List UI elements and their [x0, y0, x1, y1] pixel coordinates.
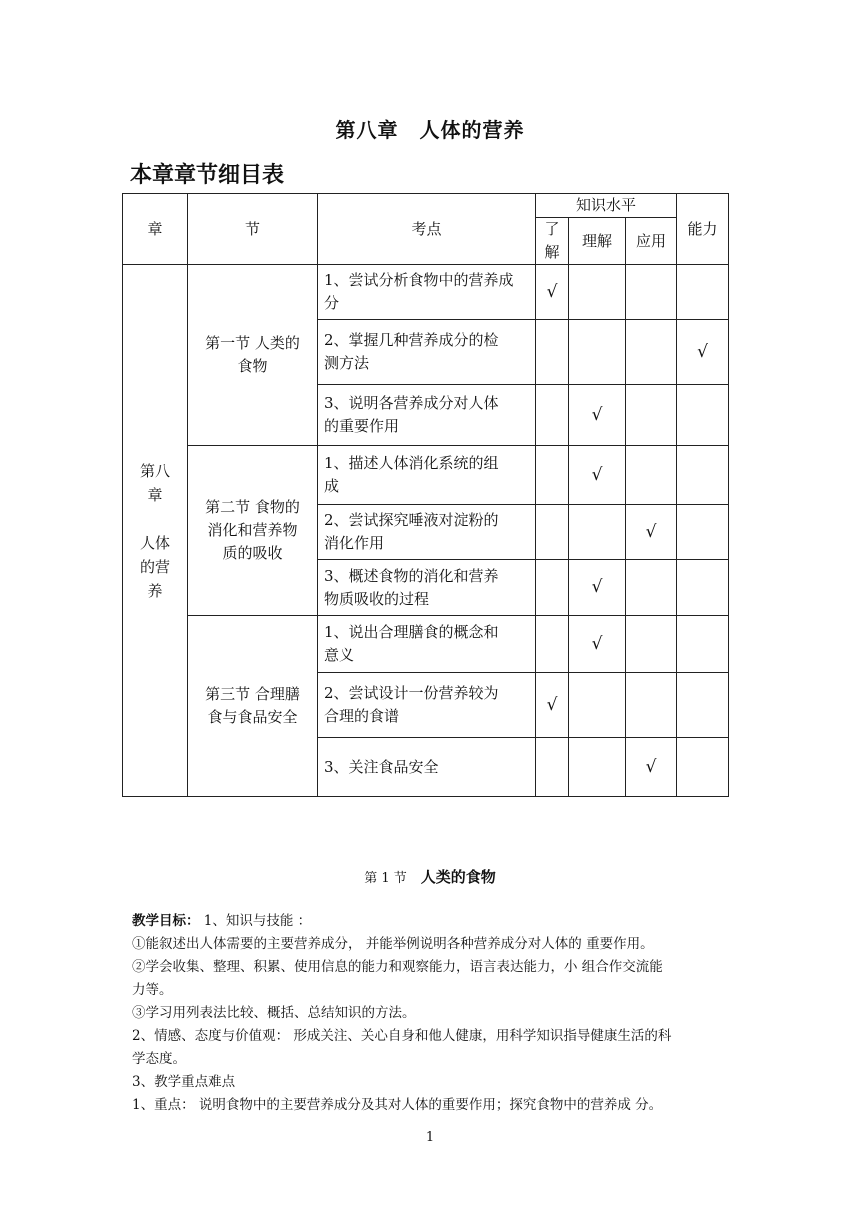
table-heading: 本章章节细目表: [130, 163, 285, 188]
cell-line: 合理的食谱: [324, 707, 400, 725]
mark-apply: [626, 265, 677, 320]
cell-line: 3、说明各营养成分对人体: [324, 394, 499, 412]
mark-understand: [536, 320, 569, 385]
table-row: [123, 446, 729, 505]
table-row: [123, 616, 729, 673]
body-line-text: 学态度。: [132, 1051, 186, 1067]
header-apply: 应用: [626, 218, 677, 265]
header-chapter: 章: [123, 194, 188, 265]
exam-point-cell: [318, 265, 536, 320]
mark-ability: [677, 560, 729, 616]
table-row: [123, 265, 729, 320]
body-line-text: 2、情感、态度与价值观： 形成关注、关心自身和他人健康，用科学知识指导健康生活的科: [132, 1028, 672, 1044]
chapter-title: 第八章 人体的营养: [335, 118, 525, 142]
cell-line: 1、说出合理膳食的概念和: [324, 623, 499, 641]
exam-point-cell: [318, 320, 536, 385]
section-name-cell: [188, 265, 318, 446]
mark-comprehend: √: [569, 446, 626, 505]
cell-line: 的重要作用: [324, 417, 400, 435]
cell-line: 的营: [139, 557, 170, 576]
mark-apply: √: [626, 505, 677, 560]
section-name: 人类的食物: [420, 868, 496, 886]
exam-point-cell: [318, 616, 536, 673]
cell-line: 意义: [324, 646, 355, 664]
header-understand: [536, 218, 569, 265]
mark-apply: [626, 385, 677, 446]
mark-ability: [677, 673, 729, 738]
cell-line: 1、尝试分析食物中的营养成: [324, 271, 514, 289]
section-name-cell: [188, 616, 318, 797]
mark-apply: √: [626, 738, 677, 797]
body-line: [132, 979, 732, 1002]
mark-ability: [677, 505, 729, 560]
mark-ability: [677, 265, 729, 320]
header-section: 节: [188, 194, 318, 265]
exam-point-cell: [318, 560, 536, 616]
exam-point-cell: [318, 505, 536, 560]
exam-point-cell: [318, 738, 536, 797]
cell-line: 食与食品安全: [207, 708, 298, 726]
header-point: 考点: [318, 194, 536, 265]
cell-line: 第一节 人类的: [205, 334, 300, 352]
mark-comprehend: [569, 505, 626, 560]
chapter-cell: [123, 265, 188, 797]
cell-line: 物质吸收的过程: [324, 589, 430, 608]
cell-line: 章: [147, 485, 163, 504]
page-number: 1: [425, 1130, 435, 1145]
cell-line: 第二节 食物的: [205, 498, 300, 516]
cell-line: 2、尝试设计一份营养较为: [324, 684, 499, 702]
header-comprehend: 理解: [569, 218, 626, 265]
section-title: [0, 866, 860, 887]
mark-understand: √: [536, 265, 569, 320]
mark-understand: [536, 446, 569, 505]
body-line: [132, 1071, 732, 1094]
body-line-text: 力等。: [132, 982, 173, 998]
cell-line: 成: [324, 477, 340, 495]
mark-ability: [677, 446, 729, 505]
mark-ability: √: [677, 320, 729, 385]
syllabus-table: [122, 193, 729, 797]
cell-line: 第三节 合理膳: [205, 685, 300, 703]
mark-understand: [536, 616, 569, 673]
mark-ability: [677, 385, 729, 446]
mark-ability: [677, 616, 729, 673]
body-line-text: 3、教学重点难点: [132, 1074, 236, 1090]
header-knowledge-level: 知识水平: [536, 194, 677, 218]
cell-line: 质的吸收: [222, 544, 283, 562]
mark-apply: [626, 560, 677, 616]
body-line-text: ②学会收集、整理、积累、使用信息的能力和观察能力，语言表达能力，小 组合作交流能: [132, 959, 663, 975]
cell-line: 1、描述人体消化系统的组: [324, 454, 499, 472]
cell-line: 食物: [237, 357, 268, 375]
cell-line: 分: [324, 294, 340, 312]
mark-comprehend: [569, 673, 626, 738]
exam-point-cell: [318, 385, 536, 446]
body-line-text: 1、知识与技能 ：: [199, 913, 312, 929]
body-line: [132, 1002, 732, 1025]
mark-comprehend: [569, 265, 626, 320]
cell-line: 养: [147, 581, 163, 600]
body-line: [132, 1094, 732, 1117]
cell-line: 消化作用: [324, 534, 385, 552]
mark-comprehend: [569, 738, 626, 797]
cell-line: 2、尝试探究唾液对淀粉的: [324, 511, 499, 529]
mark-understand: [536, 560, 569, 616]
cell-line: 消化和营养物: [207, 521, 298, 539]
mark-understand: [536, 738, 569, 797]
mark-understand: [536, 505, 569, 560]
cell-line: 了: [544, 220, 560, 238]
cell-line: 第八: [139, 461, 170, 480]
mark-comprehend: √: [569, 560, 626, 616]
mark-comprehend: √: [569, 616, 626, 673]
cell-line: 3、概述食物的消化和营养: [324, 566, 499, 585]
body-line-label: 教学目标：: [132, 913, 200, 929]
body-line-text: ①能叙述出人体需要的主要营养成分， 并能举例说明各种营养成分对人体的 重要作用。: [132, 936, 654, 952]
header-ability: 能力: [677, 194, 729, 265]
body-line: [132, 956, 732, 979]
body-line-text: ③学习用列表法比较、概括、总结知识的方法。: [132, 1005, 416, 1021]
body-line: [132, 910, 732, 933]
exam-point-cell: [318, 446, 536, 505]
mark-apply: [626, 320, 677, 385]
body-line: [132, 1025, 732, 1048]
mark-comprehend: [569, 320, 626, 385]
mark-ability: [677, 738, 729, 797]
exam-point-cell: [318, 673, 536, 738]
cell-line: 2、掌握几种营养成分的检: [324, 331, 499, 349]
body-line-text: 1、重点： 说明食物中的主要营养成分及其对人体的重要作用；探究食物中的营养成 分。: [132, 1097, 663, 1113]
section-number: 第 1 节: [364, 871, 407, 886]
mark-understand: [536, 385, 569, 446]
cell-line: 人体: [139, 533, 170, 552]
mark-apply: [626, 673, 677, 738]
body-line: [132, 933, 732, 956]
mark-understand: √: [536, 673, 569, 738]
cell-line: 测方法: [324, 354, 370, 372]
mark-apply: [626, 446, 677, 505]
mark-comprehend: √: [569, 385, 626, 446]
cell-line: [123, 507, 187, 531]
cell-line: 3、关注食品安全: [324, 757, 439, 776]
mark-apply: [626, 616, 677, 673]
section-name-cell: [188, 446, 318, 616]
body-line: [132, 1048, 732, 1071]
cell-line: 解: [544, 243, 560, 261]
